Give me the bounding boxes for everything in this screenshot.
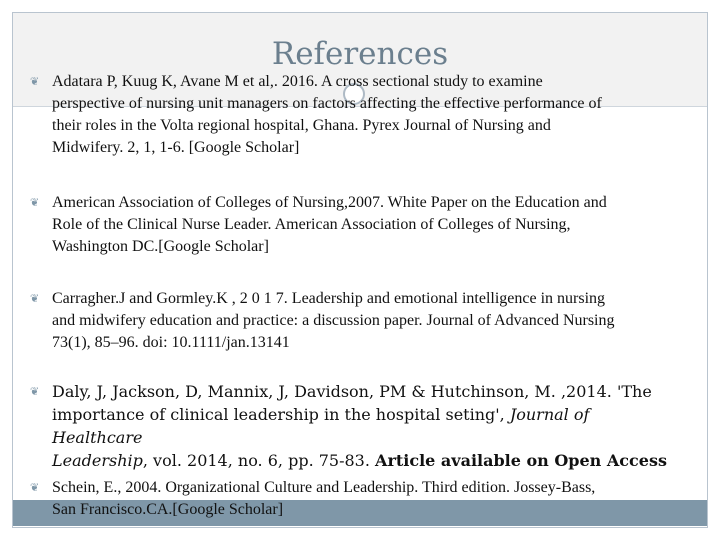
fleuron-bullet-icon: ❦ (30, 292, 40, 305)
reference-authors-title: Daly, J, Jackson, D, Mannix, J, Davidson, PM & Hutchinson, M. ,2014. 'The importance of clinical leadership in the hospital seting', (52, 382, 652, 424)
reference-volume-pages: , vol. 2014, no. 6, pp. 75-83. (142, 451, 376, 470)
fleuron-bullet-icon: ❦ (30, 75, 40, 88)
reference-item-adatara (30, 71, 682, 159)
page-title: References (271, 36, 449, 72)
reference-text (52, 380, 682, 472)
reference-item-carragher (30, 288, 682, 354)
reference-text: American Association of Colleges of Nursing,2007. White Paper on the Education and Role of the Clinical Nurse Leader. American Association of Colleges of Nursing, Washington DC.[Google Scholar] (52, 194, 607, 255)
fleuron-bullet-icon: ❦ (30, 196, 40, 209)
open-access-note: Article available on Open Access (375, 451, 667, 470)
reference-journal: Journal of Healthcare Leadership (52, 405, 590, 470)
reference-item-aacn (30, 192, 682, 258)
reference-text: Carragher.J and Gormley.K , 2 0 1 7. Leadership and emotional intelligence in nursing and midwifery education and practice: a discussion paper. Journal of Advanced Nursing 73(1), 85–96. doi: 10.1111/jan.13141 (52, 290, 615, 351)
reference-text: Adatara P, Kuug K, Avane M et al,. 2016. A cross sectional study to examine perspective of nursing unit managers on factors affecting the effective performance of their roles in the Volta regional hospital, Ghana. Pyrex Journal of Nursing and Midwifery. 2, 1, 1-6. [Google Scholar] (52, 73, 602, 156)
fleuron-bullet-icon: ❦ (30, 385, 40, 398)
reference-item-schein (30, 477, 682, 521)
reference-item-daly (30, 380, 682, 472)
fleuron-bullet-icon: ❦ (30, 481, 40, 494)
reference-text: Schein, E., 2004. Organizational Culture and Leadership. Third edition. Jossey-Bass, San Francisco.CA.[Google Scholar] (52, 479, 596, 518)
